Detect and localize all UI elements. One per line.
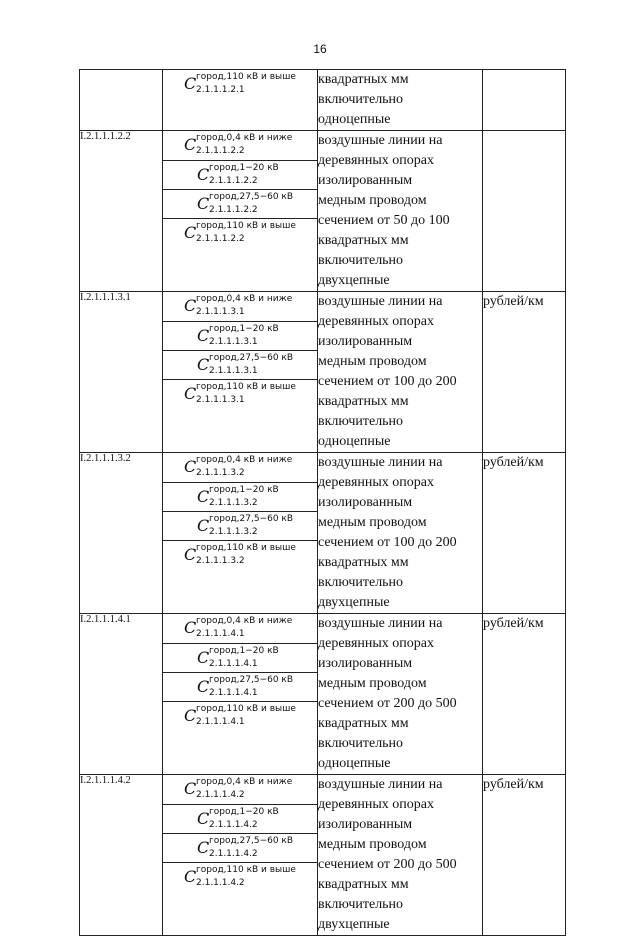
unit-of-measure: рублей/км (483, 292, 566, 453)
description-line: воздушные линии на (318, 133, 443, 148)
rate-symbol-base: C (184, 135, 197, 154)
table-row (80, 453, 566, 614)
rate-symbols-cell (163, 70, 318, 131)
unit-of-measure (483, 70, 566, 131)
description-line: одноцепные (318, 112, 391, 127)
unit-of-measure (483, 131, 566, 292)
unit-of-measure: рублей/км (483, 614, 566, 775)
rate-symbol-subscript: 2.1.1.1.4.2 (209, 849, 258, 859)
rate-symbol-subscript: 2.1.1.1.3.2 (196, 468, 245, 478)
description-line: сечением от 100 до 200 (318, 374, 457, 389)
rate-symbol-subscript: 2.1.1.1.4.1 (209, 688, 258, 698)
rate-symbol-superscript: город,1−20 кВ (209, 807, 279, 817)
rate-symbol-subscript: 2.1.1.1.4.1 (209, 659, 258, 669)
rate-symbol (163, 189, 317, 218)
rate-symbol-subscript: 2.1.1.1.4.1 (196, 629, 245, 639)
rate-symbol-base: C (197, 194, 210, 213)
rate-symbols-cell (163, 614, 318, 775)
description-line: медным проводом (318, 354, 427, 369)
row-code: I.2.1.1.1.4.2 (80, 775, 163, 936)
rate-symbol-subscript: 2.1.1.1.4.1 (196, 717, 245, 727)
rate-symbol-superscript: город,27,5−60 кВ (209, 675, 294, 685)
rate-symbol-superscript: город,0,4 кВ и ниже (196, 133, 293, 143)
rate-symbol-superscript: город,0,4 кВ и ниже (196, 455, 293, 465)
row-code: I.2.1.1.1.3.2 (80, 453, 163, 614)
rate-symbol-superscript: город,1−20 кВ (209, 485, 279, 495)
rate-symbol (163, 350, 317, 379)
rate-symbol (163, 862, 317, 891)
description-line: двухцепные (318, 273, 390, 288)
line-description (318, 70, 483, 131)
rate-symbol-subscript: 2.1.1.1.3.1 (196, 307, 245, 317)
rate-symbol-base: C (184, 74, 197, 93)
description-line: квадратных мм (318, 877, 409, 892)
line-description (318, 453, 483, 614)
tariff-table-body (80, 70, 566, 936)
rate-symbol (163, 379, 317, 408)
description-line: деревянных опорах (318, 475, 435, 490)
rate-symbol-subscript: 2.1.1.1.2.2 (209, 176, 258, 186)
table-row (80, 292, 566, 453)
rate-symbol-subscript: 2.1.1.1.2.1 (196, 85, 245, 95)
rate-symbol-base: C (197, 355, 210, 374)
description-line: включительно (318, 897, 404, 912)
table-row (80, 775, 566, 936)
rate-symbol-subscript: 2.1.1.1.3.2 (209, 498, 258, 508)
rate-symbol-superscript: город,0,4 кВ и ниже (196, 616, 293, 626)
rate-symbol (163, 804, 317, 833)
rate-symbol (163, 643, 317, 672)
rate-symbol-base: C (197, 838, 210, 857)
description-line: деревянных опорах (318, 636, 435, 651)
rate-symbol-superscript: город,110 кВ и выше (196, 865, 296, 875)
rate-symbol-superscript: город,1−20 кВ (209, 163, 279, 173)
row-code: I.2.1.1.1.2.2 (80, 131, 163, 292)
description-line: квадратных мм (318, 72, 409, 87)
rate-symbol (163, 775, 317, 804)
table-row (80, 614, 566, 775)
line-description (318, 292, 483, 453)
rate-symbol-superscript: город,27,5−60 кВ (209, 514, 294, 524)
rate-symbol-base: C (184, 779, 197, 798)
rate-symbol-superscript: город,1−20 кВ (209, 324, 279, 334)
description-line: воздушные линии на (318, 455, 443, 470)
rate-symbol (163, 511, 317, 540)
rate-symbol (163, 218, 317, 247)
row-code (80, 70, 163, 131)
description-line: изолированным (318, 495, 413, 510)
description-line: квадратных мм (318, 233, 409, 248)
rate-symbol (163, 833, 317, 862)
rate-symbol (163, 482, 317, 511)
rate-symbols-cell (163, 292, 318, 453)
description-line: медным проводом (318, 837, 427, 852)
rate-symbol-superscript: город,27,5−60 кВ (209, 836, 294, 846)
description-line: сечением от 50 до 100 (318, 213, 450, 228)
rate-symbol-base: C (184, 706, 197, 725)
rate-symbol-subscript: 2.1.1.1.3.1 (196, 395, 245, 405)
description-line: двухцепные (318, 595, 390, 610)
rate-symbol-subscript: 2.1.1.1.3.1 (209, 337, 258, 347)
description-line: медным проводом (318, 676, 427, 691)
row-code: I.2.1.1.1.4.1 (80, 614, 163, 775)
description-line: деревянных опорах (318, 153, 435, 168)
description-line: воздушные линии на (318, 616, 443, 631)
rate-symbols-cell (163, 453, 318, 614)
description-line: сечением от 100 до 200 (318, 535, 457, 550)
description-line: медным проводом (318, 193, 427, 208)
rate-symbol-superscript: город,110 кВ и выше (196, 72, 296, 82)
description-line: одноцепные (318, 756, 391, 771)
description-line: квадратных мм (318, 394, 409, 409)
tariff-table (79, 69, 566, 936)
rate-symbol-subscript: 2.1.1.1.3.2 (196, 556, 245, 566)
rate-symbol-superscript: город,110 кВ и выше (196, 221, 296, 231)
rate-symbol-superscript: город,0,4 кВ и ниже (196, 777, 293, 787)
row-code: I.2.1.1.1.3.1 (80, 292, 163, 453)
rate-symbol-superscript: город,27,5−60 кВ (209, 353, 294, 363)
rate-symbol (163, 672, 317, 701)
rate-symbol (163, 321, 317, 350)
description-line: деревянных опорах (318, 314, 435, 329)
rate-symbol-subscript: 2.1.1.1.4.2 (209, 820, 258, 830)
description-line: одноцепные (318, 434, 391, 449)
rate-symbol-superscript: город,0,4 кВ и ниже (196, 294, 293, 304)
rate-symbol-base: C (184, 545, 197, 564)
description-line: медным проводом (318, 515, 427, 530)
page-number: 16 (313, 42, 327, 56)
rate-symbol-superscript: город,27,5−60 кВ (209, 192, 294, 202)
description-line: сечением от 200 до 500 (318, 857, 457, 872)
rate-symbol-subscript: 2.1.1.1.2.2 (196, 146, 245, 156)
rate-symbol-base: C (184, 296, 197, 315)
line-description (318, 775, 483, 936)
rate-symbol-base: C (184, 223, 197, 242)
description-line: включительно (318, 414, 404, 429)
rate-symbol-subscript: 2.1.1.1.2.2 (209, 205, 258, 215)
description-line: воздушные линии на (318, 294, 443, 309)
description-line: включительно (318, 253, 404, 268)
rate-symbol-base: C (184, 384, 197, 403)
line-description (318, 131, 483, 292)
rate-symbol-base: C (197, 648, 210, 667)
rate-symbol (163, 131, 317, 160)
description-line: изолированным (318, 334, 413, 349)
rate-symbol (163, 701, 317, 730)
rate-symbol-base: C (197, 326, 210, 345)
description-line: двухцепные (318, 917, 390, 932)
rate-symbol-superscript: город,110 кВ и выше (196, 382, 296, 392)
rate-symbol-base: C (184, 457, 197, 476)
description-line: изолированным (318, 173, 413, 188)
description-line: квадратных мм (318, 555, 409, 570)
rate-symbol-base: C (197, 677, 210, 696)
rate-symbol-base: C (197, 165, 210, 184)
unit-of-measure: рублей/км (483, 775, 566, 936)
rate-symbol (163, 453, 317, 482)
rate-symbols-cell (163, 131, 318, 292)
rate-symbol (163, 614, 317, 643)
rate-symbol-superscript: город,110 кВ и выше (196, 704, 296, 714)
description-line: деревянных опорах (318, 797, 435, 812)
rate-symbol-base: C (197, 516, 210, 535)
rate-symbol (163, 160, 317, 189)
description-line: включительно (318, 736, 404, 751)
rate-symbol-base: C (184, 618, 197, 637)
rate-symbol-subscript: 2.1.1.1.3.2 (209, 527, 258, 537)
table-row (80, 131, 566, 292)
description-line: квадратных мм (318, 716, 409, 731)
description-line: изолированным (318, 656, 413, 671)
rate-symbol-subscript: 2.1.1.1.2.2 (196, 234, 245, 244)
rate-symbol-subscript: 2.1.1.1.3.1 (209, 366, 258, 376)
description-line: воздушные линии на (318, 777, 443, 792)
rate-symbol-base: C (197, 809, 210, 828)
rate-symbol-subscript: 2.1.1.1.4.2 (196, 790, 245, 800)
line-description (318, 614, 483, 775)
rate-symbol (163, 292, 317, 321)
rate-symbol-superscript: город,110 кВ и выше (196, 543, 296, 553)
description-line: включительно (318, 575, 404, 590)
rate-symbol (163, 540, 317, 569)
table-row (80, 70, 566, 131)
description-line: включительно (318, 92, 404, 107)
description-line: сечением от 200 до 500 (318, 696, 457, 711)
rate-symbol-base: C (197, 487, 210, 506)
unit-of-measure: рублей/км (483, 453, 566, 614)
rate-symbols-cell (163, 775, 318, 936)
rate-symbol-base: C (184, 867, 197, 886)
rate-symbol (163, 70, 317, 99)
rate-symbol-subscript: 2.1.1.1.4.2 (196, 878, 245, 888)
rate-symbol-superscript: город,1−20 кВ (209, 646, 279, 656)
description-line: изолированным (318, 817, 413, 832)
